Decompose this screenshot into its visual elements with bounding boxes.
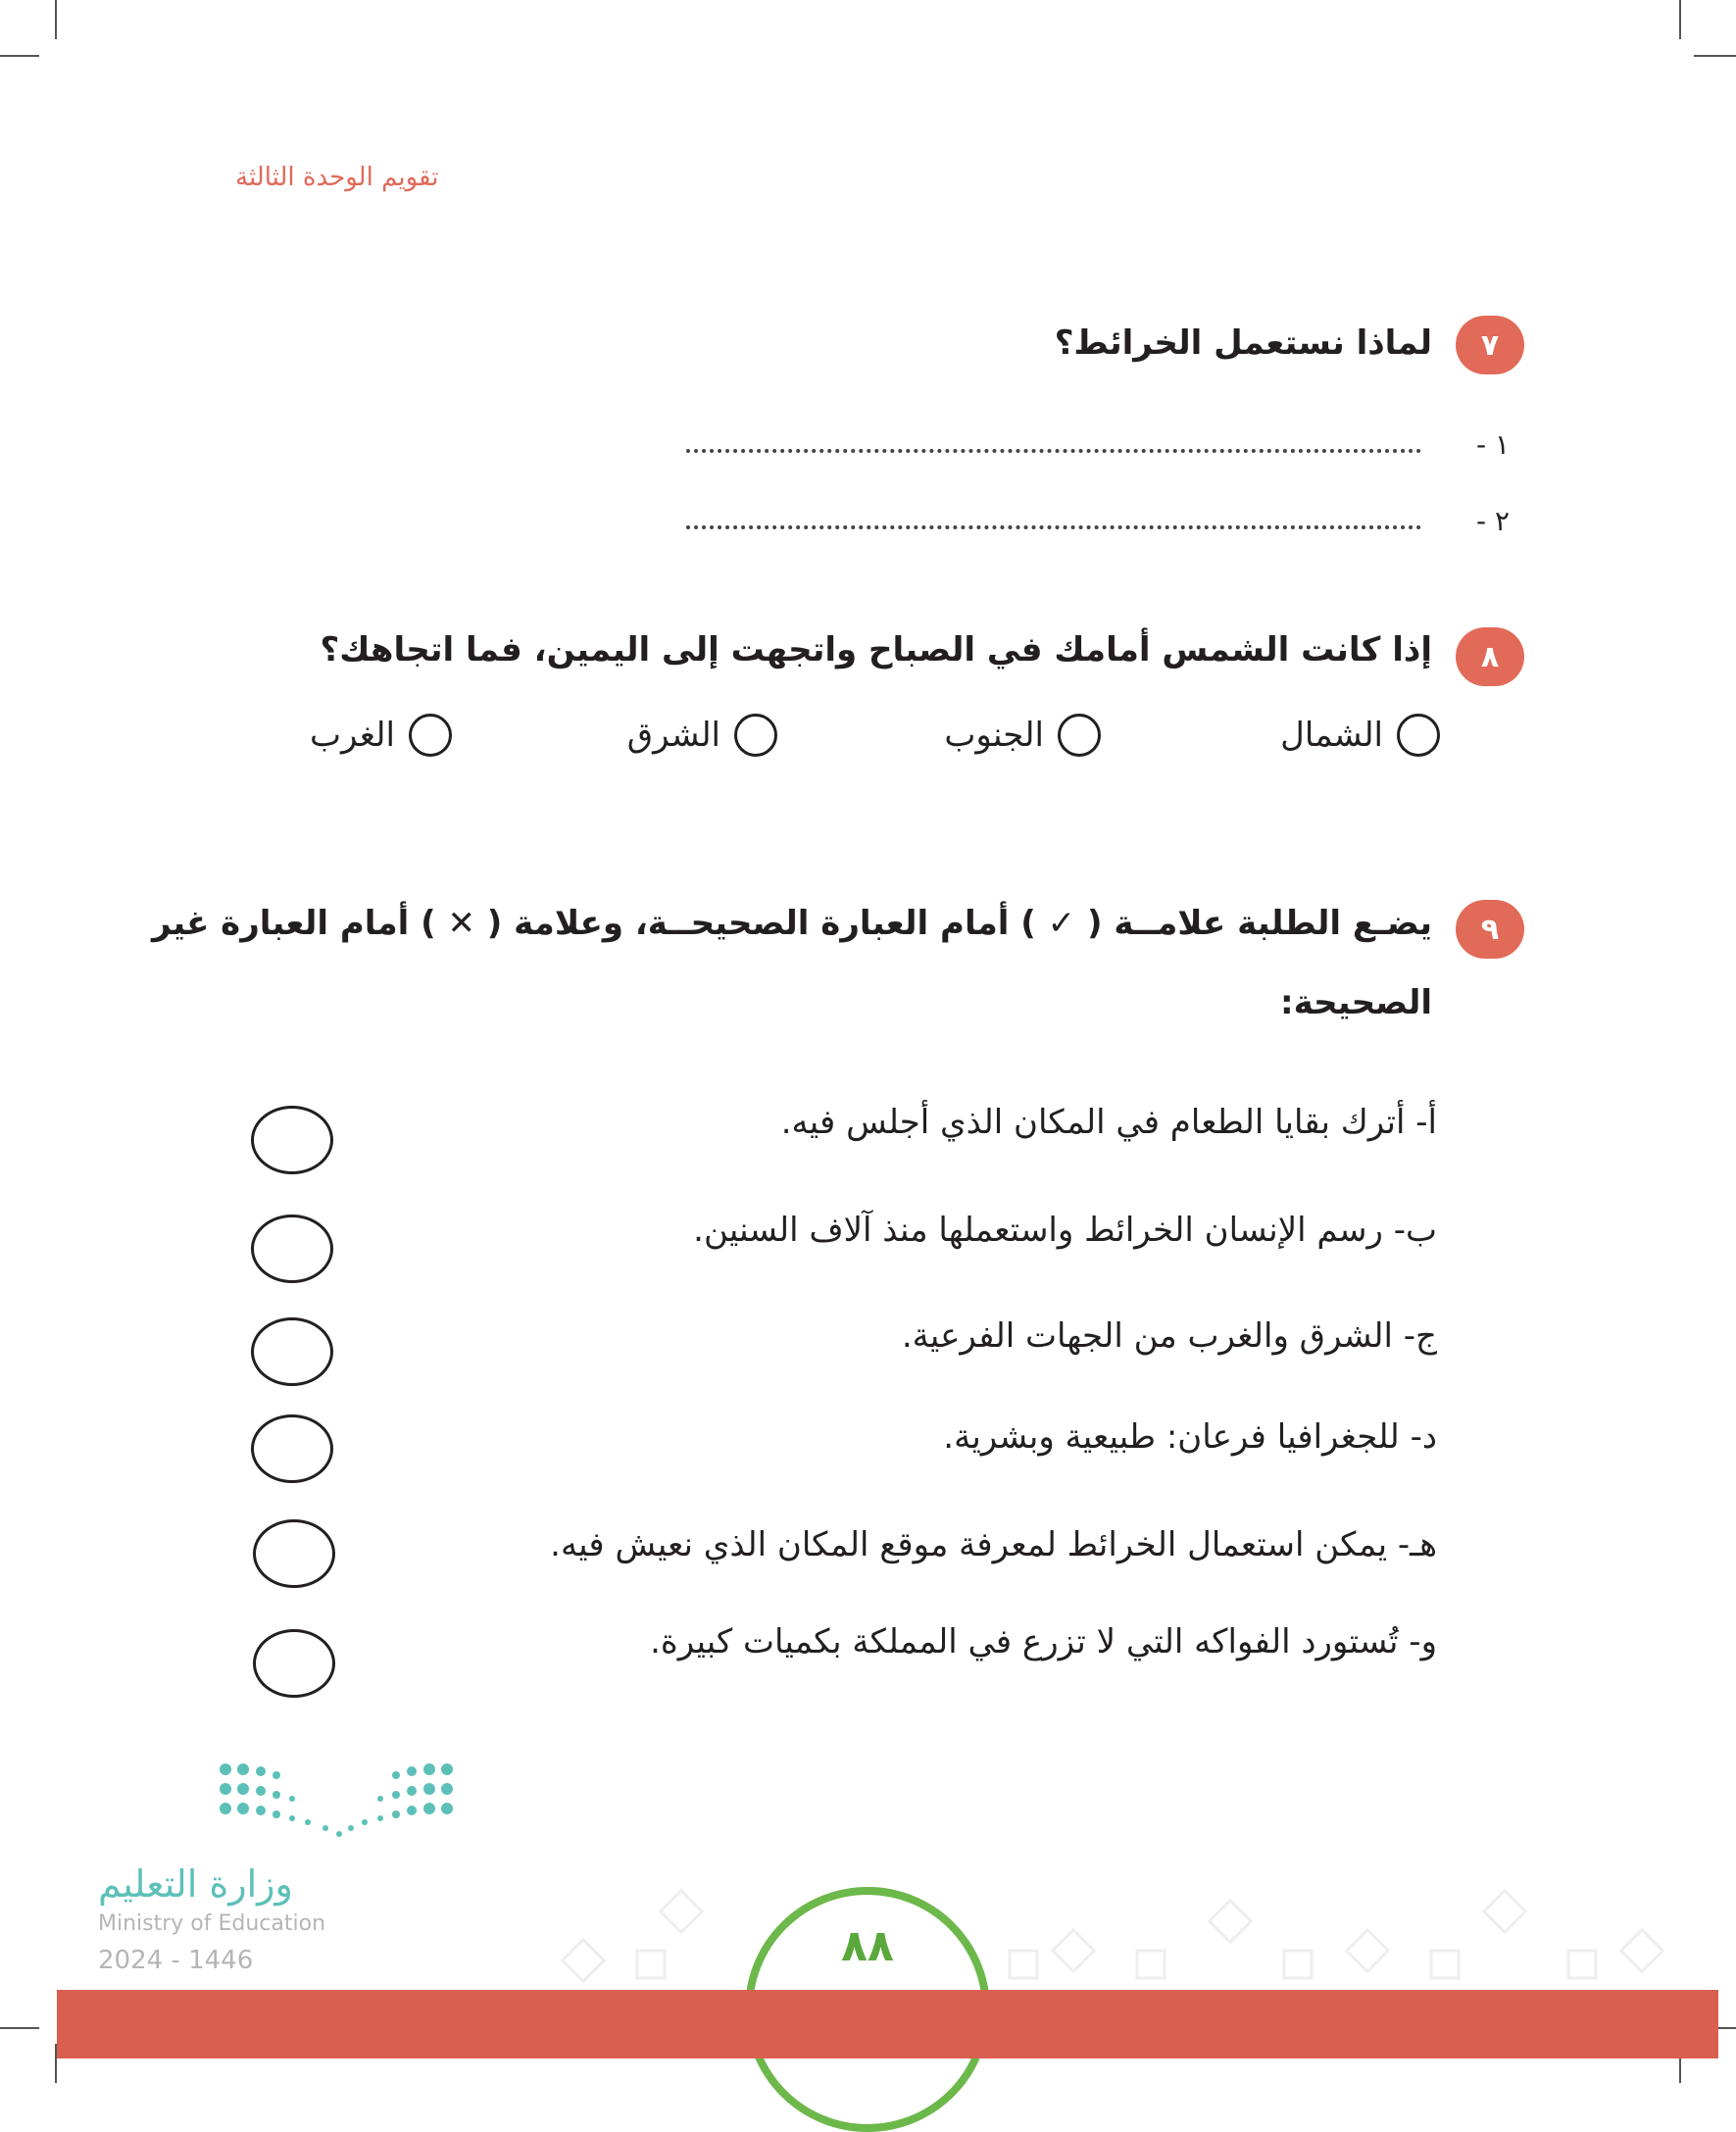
answer-line-1[interactable] [686,421,1510,461]
question-9-badge: ٩ [1456,900,1524,959]
question-7-text: لماذا نستعمل الخرائط؟ [1054,323,1432,363]
statement-c: ج- الشرق والغرب من الجهات الفرعية. [901,1316,1437,1356]
footer-band [57,1990,1718,2058]
answer-box-b[interactable] [251,1215,333,1283]
option-north[interactable] [1280,706,1440,765]
answer-box-e[interactable] [253,1519,335,1588]
answer-box-a[interactable] [251,1106,333,1174]
crop-mark [0,2027,39,2029]
statement-a: أ- أترك بقايا الطعام في المكان الذي أجلس فيه. [780,1103,1437,1142]
statement-e: هـ- يمكن استعمال الخرائط لمعرفة موقع المكان الذي نعيش فيه. [550,1525,1437,1564]
option-west[interactable] [310,706,452,765]
option-west-radio[interactable] [409,714,452,757]
option-north-label: الشمال [1280,716,1383,755]
answer-line-1-dots [686,448,1421,453]
statement-b: ب- رسم الإنسان الخرائط واستعملها منذ آلاف السنين. [693,1211,1437,1250]
statement-d: د- للجغرافيا فرعان: طبيعية وبشرية. [943,1417,1437,1457]
edition-year: 2024 - 1446 [98,1946,254,1975]
option-east[interactable] [627,706,777,765]
answer-box-c[interactable] [251,1317,333,1386]
question-8-badge: ٨ [1456,627,1524,686]
option-east-label: الشرق [626,716,720,755]
answer-line-1-label: ١ - [1475,428,1510,461]
unit-title: تقويم الوحدة الثالثة [235,163,439,192]
question-7-badge: ٧ [1456,316,1524,374]
answer-box-f[interactable] [253,1629,335,1698]
crop-mark [1679,0,1681,39]
answer-line-2[interactable] [686,498,1510,537]
option-west-label: الغرب [310,716,395,755]
ministry-name-en: Ministry of Education [98,1911,326,1936]
ministry-name-ar: وزارة التعليم [98,1862,293,1906]
question-9-text-line2: الصحيحة: [1279,983,1432,1022]
question-9-text-line1: يضـع الطلبة علامــة ( ✓ ) أمام العبارة الصحيحــة، وعلامة ( ✕ ) أمام العبارة غير [152,904,1432,943]
option-south-radio[interactable] [1058,714,1101,757]
option-north-radio[interactable] [1397,714,1440,757]
page-number: ٨٨ [841,1921,894,1971]
answer-box-d[interactable] [251,1414,333,1483]
crop-mark [55,0,57,39]
ministry-logo-dots [216,1760,461,1848]
crop-mark [0,55,39,57]
answer-line-2-label: ٢ - [1475,505,1510,537]
option-south-label: الجنوب [944,716,1044,755]
question-8-text: إذا كانت الشمس أمامك في الصباح واتجهت إلى اليمين، فما اتجاهك؟ [320,630,1432,669]
option-south[interactable] [944,706,1101,765]
option-east-radio[interactable] [734,714,777,757]
statement-f: و- تُستورد الفواكه التي لا تزرع في المملكة بكميات كبيرة. [650,1622,1437,1661]
crop-mark [1694,55,1736,57]
decorative-pattern [549,1877,1686,1990]
answer-line-2-dots [686,524,1421,529]
